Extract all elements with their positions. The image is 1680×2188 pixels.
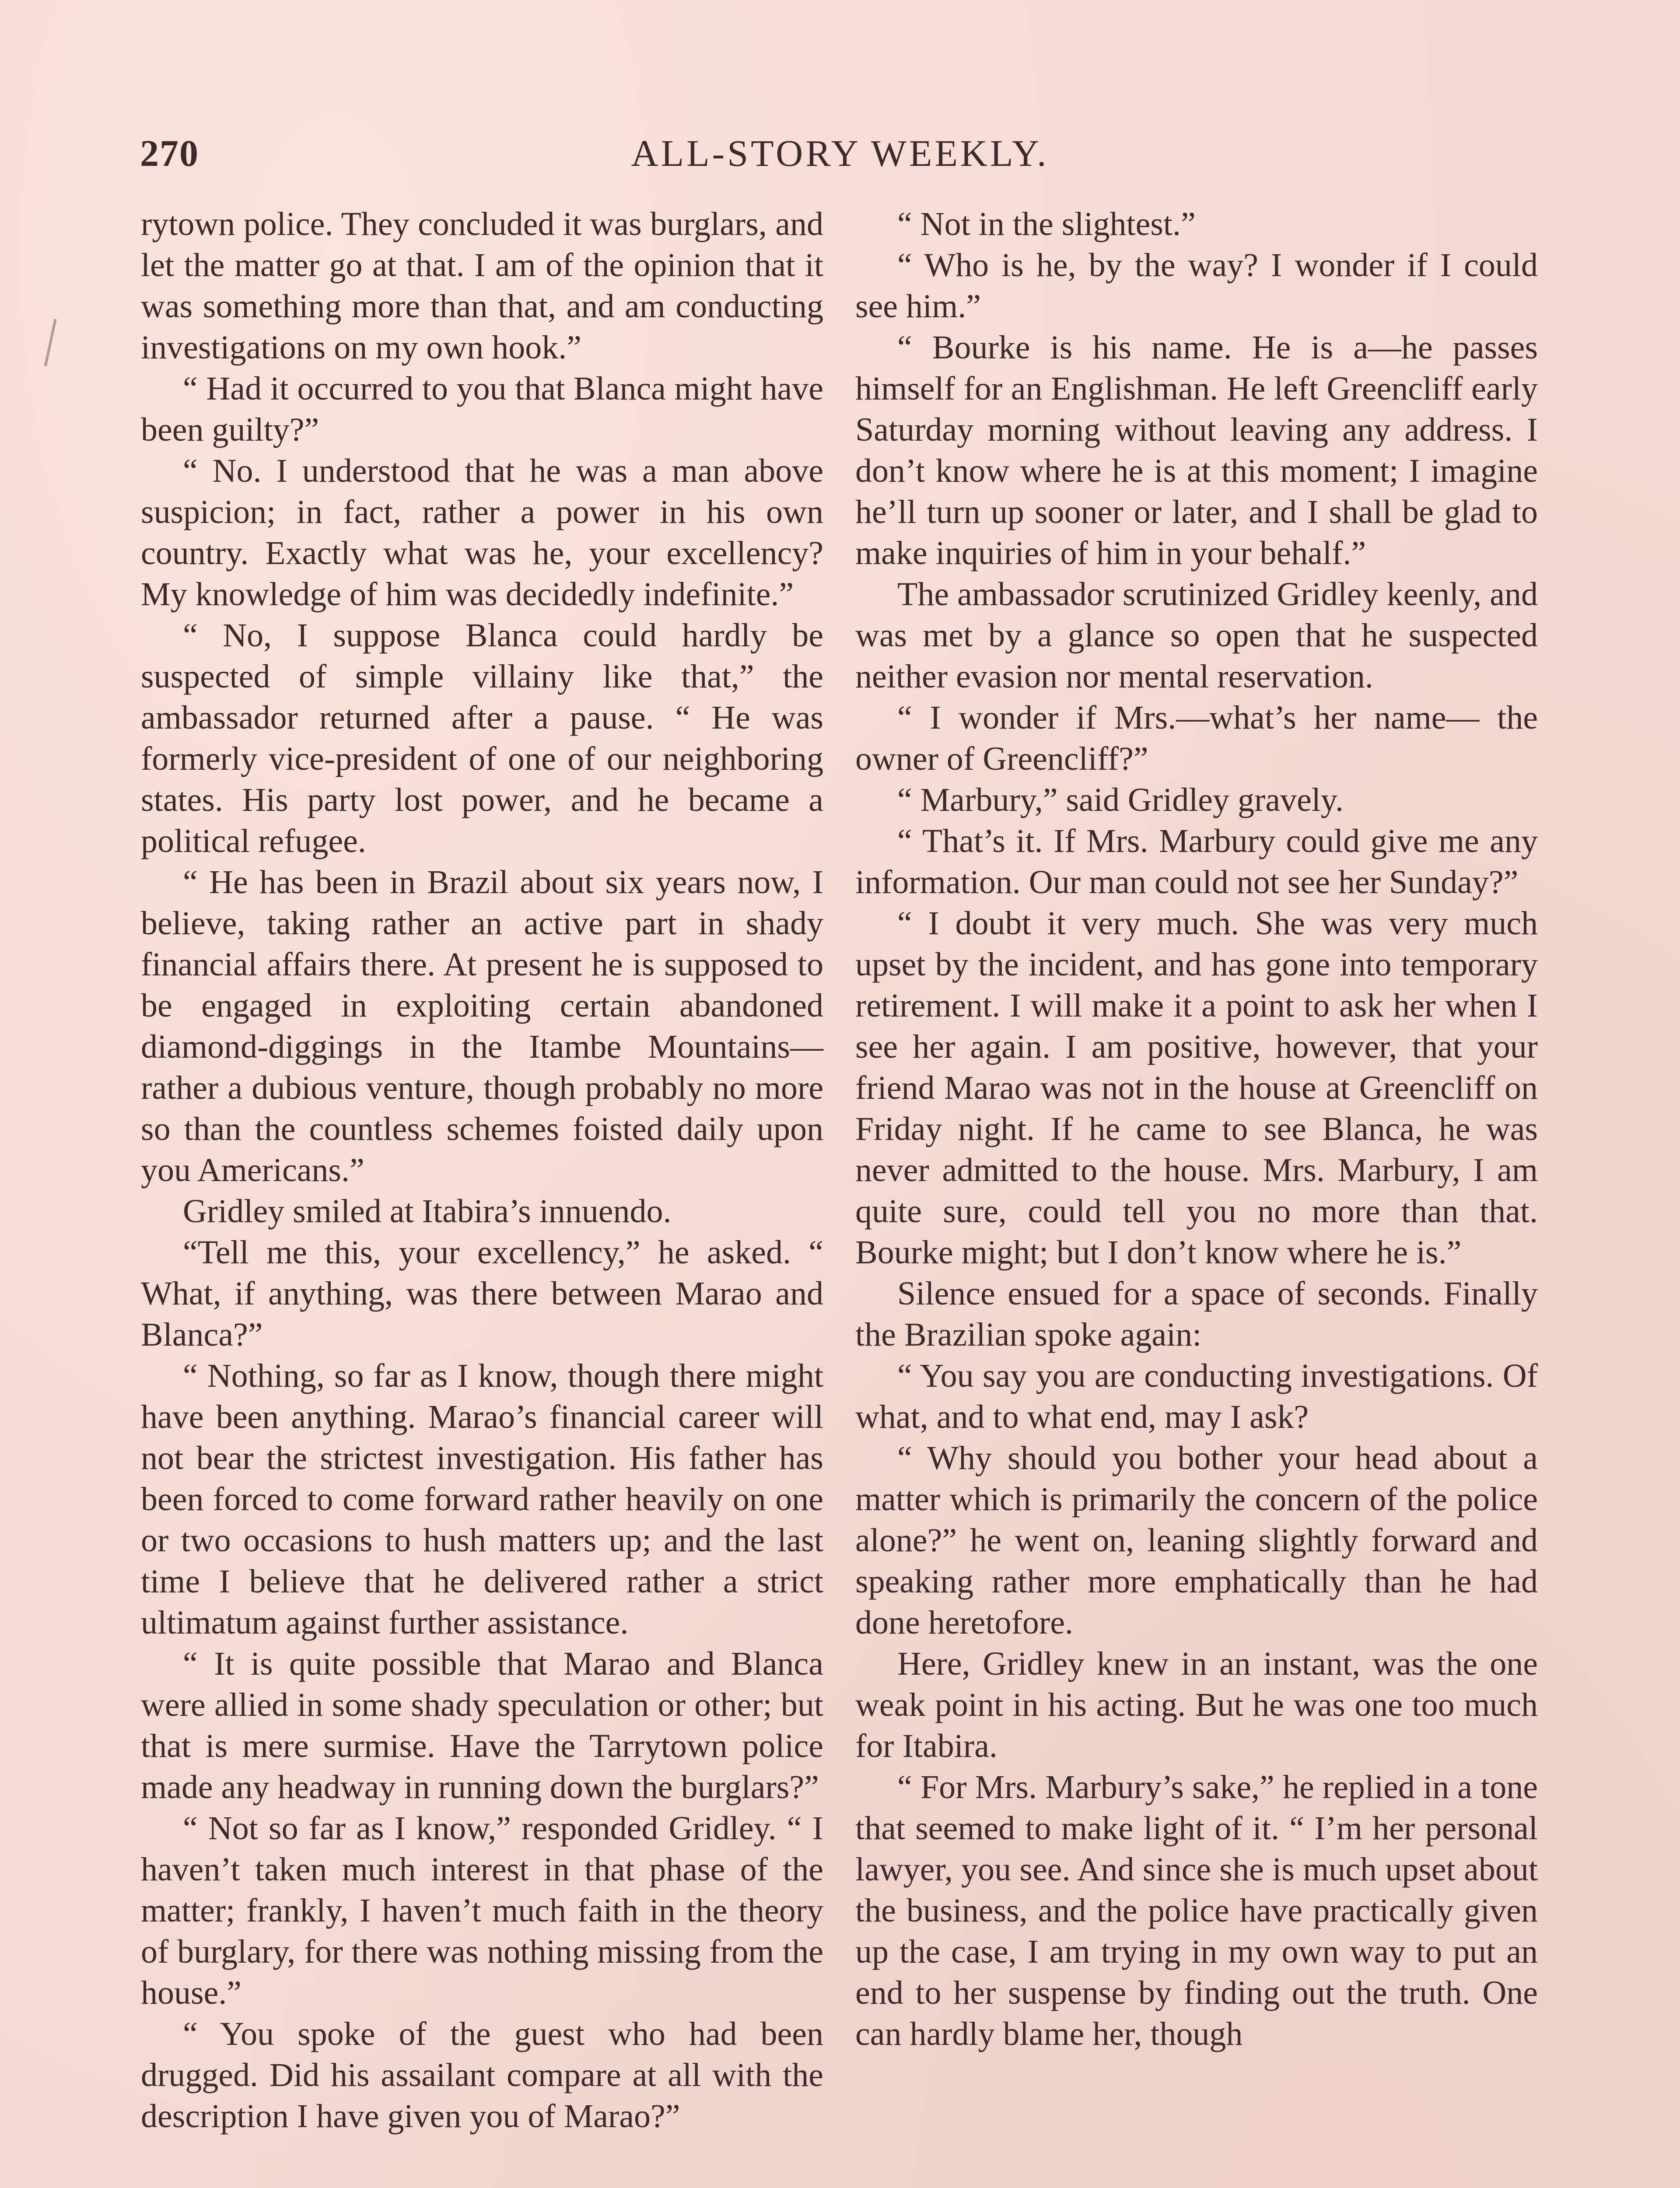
- paragraph: “ Not so far as I know,” responded Gridley. “ I haven’t taken much interest in that phase of the matter; frankly, I haven’t much faith in the theory of burglary, for there was nothing missing from the house.”: [141, 1810, 823, 2011]
- paragraph: “ Why should you bother your head about a matter which is primarily the concern of the police alone?” he went on, leaning slightly forward and speaking rather more emphatically than he had done heretofore.: [855, 1440, 1538, 1641]
- paragraph: Gridley smiled at Itabira’s innuendo.: [183, 1193, 672, 1230]
- right-column: [855, 203, 1538, 2055]
- paragraph: “Tell me this, your excellency,” he asked. “ What, if anything, was there between Marao and Blanca?”: [141, 1234, 823, 1353]
- paragraph: Silence ensued for a space of seconds. Finally the Brazilian spoke again:: [855, 1275, 1538, 1353]
- paragraph: “ He has been in Brazil about six years now, I believe, taking rather an active part in shady financial affairs there. At present he is supposed to be engaged in exploiting certain abandoned diamond-diggings in the Itambe Mountains—rather a dubious venture, though probably no more so than the countless schemes foisted daily upon you Americans.”: [141, 864, 823, 1189]
- paragraph: “ For Mrs. Marbury’s sake,” he replied in a tone that seemed to make light of it. “ I’m her personal lawyer, you see. And since she is much upset about the business, and the police have practically given up the case, I am trying in my own way to put an end to her suspense by finding out the truth. One can hardly blame her, though: [855, 1769, 1538, 2052]
- paragraph: “ Not in the slightest.”: [897, 206, 1196, 242]
- paragraph: “ I doubt it very much. She was very much upset by the incident, and has gone into temporary retirement. I will make it a point to ask her when I see her again. I am positive, however, that your friend Marao was not in the house at Greencliff on Friday night. If he came to see Blanca, he was never admitted to the house. Mrs. Marbury, I am quite sure, could tell you no more than that. Bourke might; but I don’t know where he is.”: [855, 905, 1538, 1271]
- paragraph: “ Who is he, by the way? I wonder if I could see him.”: [855, 247, 1538, 325]
- paragraph: Here, Gridley knew in an instant, was the one weak point in his acting. But he was one too much for Itabira.: [855, 1645, 1538, 1764]
- paragraph: “ I wonder if Mrs.—what’s her name— the owner of Greencliff?”: [855, 699, 1538, 777]
- paragraph: “ It is quite possible that Marao and Blanca were allied in some shady speculation or other; but that is mere surmise. Have the Tarrytown police made any headway in running down the burglars?”: [141, 1645, 823, 1806]
- page-header: [140, 131, 1540, 188]
- paragraph: rytown police. They concluded it was burglars, and let the matter go at that. I am of the opinion that it was something more than that, and am conducting investigations on my own hook.”: [141, 206, 823, 366]
- paragraph: “ Had it occurred to you that Blanca might have been guilty?”: [141, 370, 823, 448]
- paragraph: “ That’s it. If Mrs. Marbury could give me any information. Our man could not see her Sunday?”: [855, 823, 1538, 901]
- paragraph: “ Bourke is his name. He is a—he passes himself for an Englishman. He left Greencliff early Saturday morning without leaving any address. I don’t know where he is at this moment; I imagine he’ll turn up sooner or later, and I shall be glad to make inquiries of him in your behalf.”: [855, 329, 1538, 572]
- paragraph: “ No. I understood that he was a man above suspicion; in fact, rather a power in his own country. Exactly what was he, your excellency? My knowledge of him was decidedly indefinite.”: [141, 452, 823, 613]
- left-column: [141, 203, 823, 2137]
- paragraph: “ No, I suppose Blanca could hardly be suspected of simple villainy like that,” the ambassador returned after a pause. “ He was formerly vice-president of one of our neighboring states. His party lost power, and he became a political refugee.: [141, 617, 823, 859]
- running-title: ALL-STORY WEEKLY.: [631, 132, 1049, 174]
- page-number: 270: [140, 132, 199, 174]
- paragraph: The ambassador scrutinized Gridley keenly, and was met by a glance so open that he suspected neither evasion nor mental reservation.: [855, 576, 1538, 695]
- paragraph: “ You say you are conducting investigations. Of what, and to what end, may I ask?: [855, 1357, 1538, 1435]
- paragraph: “ You spoke of the guest who had been drugged. Did his assailant compare at all with the description I have given you of Marao?”: [141, 2016, 823, 2135]
- paragraph: “ Marbury,” said Gridley gravely.: [897, 782, 1344, 818]
- paragraph: “ Nothing, so far as I know, though there might have been anything. Marao’s financial career will not bear the strictest investigation. His father has been forced to come forward rather heavily on one or two occasions to hush matters up; and the last time I believe that he delivered rather a strict ultimatum against further assistance.: [141, 1357, 823, 1641]
